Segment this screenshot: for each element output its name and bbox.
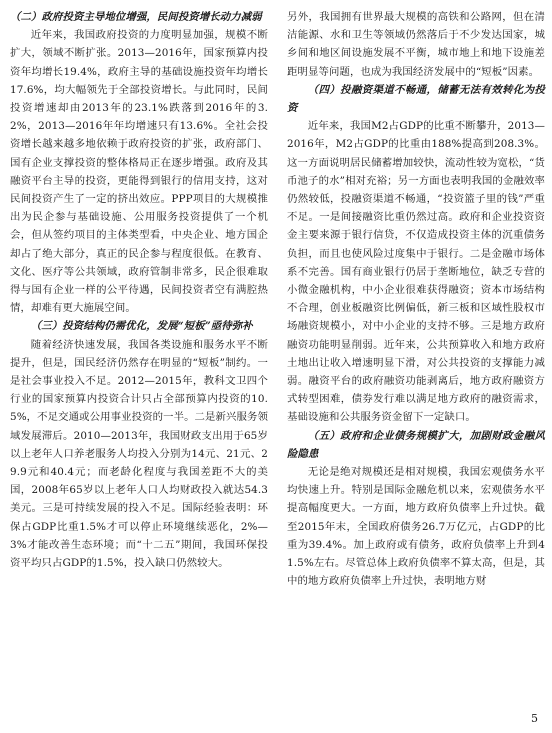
- right-column: [287, 8, 545, 591]
- paragraph-continued: 另外，我国拥有世界最大规模的高铁和公路网，但在清洁能源、水和卫生等领域仍然落后于不少发达国家，城乡间和地区间设施发展不平衡，城市地上和地下设施差距明显等问题，也成为我国经济发展中的“短板”因素。: [287, 11, 545, 78]
- page-number: 5: [531, 712, 538, 725]
- paragraph: 近年来，我国政府投资的力度明显加强，规模不断扩大，领域不断扩张。2013—2016年，国家预算内投资年均增长19.4%，政府主导的基础设施投资年均增长17.6%，均大幅领先于全部投资增长。与此同时，民间投资增速却由2013年的23.1%跌落到2016年的3.2%，2013—2016年年均增速只有13.6%。全社会投资增长越来越多地依赖于政府投资的扩张，政府部门、国有企业支撑投资的整体格局正在逐步增强。政府及其融资平台主导的投资，更能得到银行的信用支持，这对民间投资产生了一定的挤出效应。PPP项目的大规模推出为民企参与基础设施、公用服务投资提供了一个机会，但从签约项目的主体类型看，中央企业、地方国企却占了绝大部分，真正的民企参与程度很低。在教育、文化、医疗等公共领域，政府管制非常多，民企很难取得与国有企业一样的公平待遇，民间投资者空有满腔热情，却难有更大施展空间。: [10, 29, 268, 315]
- left-column: [10, 8, 268, 572]
- section-heading-3: （三）投资结构仍需优化，发展“短板”亟待弥补: [30, 320, 253, 333]
- section-heading-4: （四）投融资渠道不畅通，储蓄无法有效转化为投资: [287, 83, 545, 115]
- section-heading-2: （二）政府投资主导地位增强，民间投资增长动力减弱: [10, 11, 262, 23]
- paragraph: 近年来，我国M2占GDP的比重不断攀升，2013—2016年，M2占GDP的比重由188%提高到208.3%。这一方面说明居民储蓄增加较快，流动性较为宽松，“货币池子的水”相对充裕；另一方面也表明我国的金融效率仍然较低，投融资渠道不畅通，“投资篮子里的钱”严重不足。一是间接融资比重仍然过高。政府和企业投资资金主要来源于银行信贷，不仅造成投资主体的沉重债务负担，而且也使风险过度集中于银行。二是金融市场体系不完善。国有商业银行仍居于垄断地位，缺乏专营的小微金融机构，中小企业很难获得融资；资本市场结构不合理，创业板融资比例偏低，新三板和区域性股权市场融资规模小，对中小企业的支持不够。三是地方政府融资功能明显削弱。近年来，公共预算收入和地方政府土地出让收入增速明显下滑，对公共投资的支撑能力减弱。融资平台的政府融资功能剥离后，地方政府融资方式转型困难，债券发行难以满足地方政府的融资需求，基础设施和公共服务资金留下一定缺口。: [287, 120, 545, 424]
- section-heading-5: （五）政府和企业债务规模扩大，加剧财政金融风险隐患: [287, 429, 545, 460]
- paragraph: 随着经济快速发展，我国各类设施和服务水平不断提升，但是，国民经济仍然存在明显的“短板”制约。一是社会事业投入不足。2012—2015年，教科文卫四个行业的国家预算内投资合计只占全部预算内投资的10.5%，不足交通或公用事业投资的一半。二是新兴服务领域发展滞后。2010—2013年，我国财政支出用于65岁以上老年人口养老服务人均投入分别为14元、21元、29.9元和40.4元；而老龄化程度与我国差距不大的美国，2008年65岁以上老年人口人均财政投入就达54.3美元。三是可持续发展的投入不足。国际经验表明：环保占GDP比重1.5%才可以停止环境继续恶化，2%—3%才能改善生态环境；而“十二五”期间，我国环保投资平均只占GDP的1.5%，投入缺口仍然较大。: [10, 338, 268, 570]
- paragraph: 无论是绝对规模还是相对规模，我国宏观债务水平均快速上升。特别是国际金融危机以来，宏观债务水平提高幅度更大。一方面，地方政府负债率上升过快。截至2015年末，全国政府债务26.7万亿元，占GDP的比重为39.4%。加上政府或有债务，政府负债率上升到41.5%左右。尽管总体上政府负债率不算太高，但是，其中的地方政府负债率上升过快，表明地方财: [287, 466, 545, 588]
